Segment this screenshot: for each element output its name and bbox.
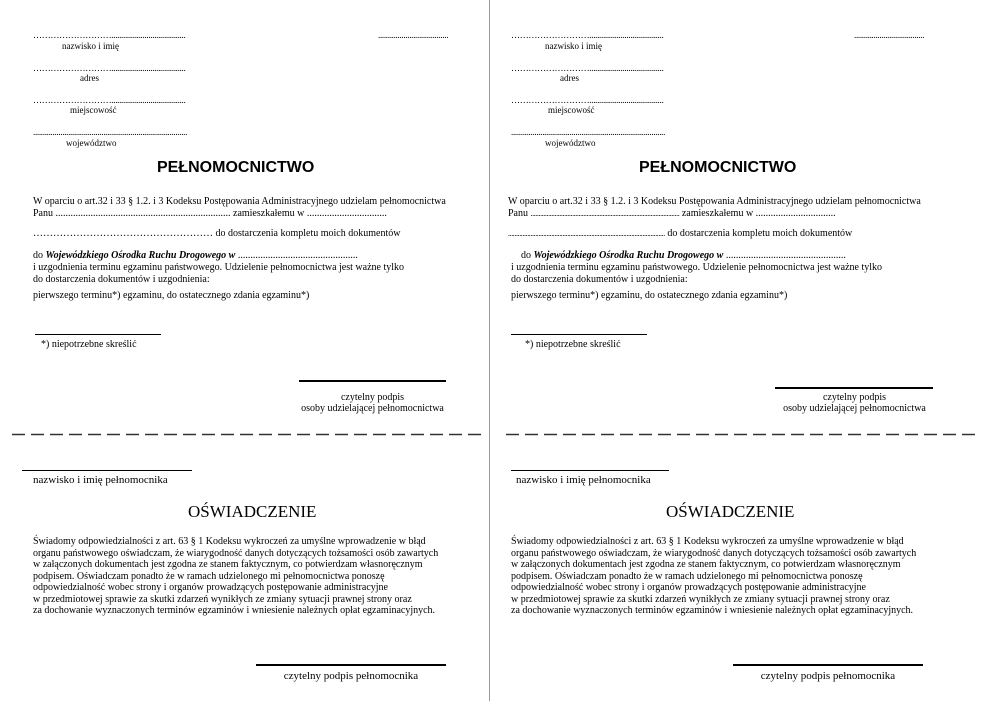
wod-prefix: do <box>521 250 531 261</box>
statement-line: za dochowanie wyznaczonych terminów egzaminów i wniesienie należnych opłat egzaminacyjnych. <box>33 605 436 616</box>
signature-label-2: osoby udzielającej pełnomocnictwa <box>301 403 444 414</box>
poa-term-line: pierwszego terminu*) egzaminu, do ostatecznego zdania egzaminu*) <box>33 290 310 301</box>
address-dots: ………………………...................................... <box>511 63 664 73</box>
footnote: *) niepotrzebne skreślić <box>525 339 621 350</box>
vertical-divider <box>489 0 490 701</box>
footnote-rule <box>35 334 161 335</box>
poa-panu-line <box>508 208 836 220</box>
panu-label: Panu <box>508 208 528 219</box>
signature-label-1: czytelny podpis <box>340 392 405 403</box>
delivery-text: do dostarczenia kompletu moich dokumentów <box>667 228 853 239</box>
delivery-dots: ……………………………………………… <box>33 228 213 239</box>
poa-panu-line <box>33 208 387 220</box>
poa-wod-line <box>521 250 846 262</box>
city-label: miejscowość <box>70 105 117 115</box>
address-dots: ………………………...................................... <box>33 63 186 73</box>
attorney-signature-label: czytelny podpis pełnomocnika <box>760 670 896 682</box>
statement-line: Świadomy odpowiedzialności z art. 63 § 1 Kodeksu wykroczeń za umyślne wprowadzenie w błąd <box>33 536 426 547</box>
statement-line: w załączonych dokumentach jest zgodna ze stanem faktycznym, co potwierdzam własnoręcznym <box>33 559 423 570</box>
poa-term-line: pierwszego terminu*) egzaminu, do ostatecznego zdania egzaminu*) <box>511 290 788 301</box>
province-label: województwo <box>545 138 596 148</box>
poa-legal-basis: W oparciu o art.32 i 33 § 1.2. i 3 Kodeksu Postępowania Administracyjnego udzielam pełnomocnictwa <box>33 196 446 207</box>
statement-line: organu państwowego oświadczam, że wiarygodność danych dotyczących tożsamości osób zawartych <box>33 547 439 559</box>
wod-name: Wojewódzkiego Ośrodka Ruchu Drogowego w <box>533 250 724 261</box>
cut-line <box>0 433 992 436</box>
statement-line: podpisem. Oświadczam ponadto że w ramach udzielonego mi pełnomocnictwa ponoszę <box>33 570 385 582</box>
wod-name: Wojewódzkiego Ośrodka Ruchu Drogowego w <box>45 250 236 261</box>
form-left <box>0 0 490 701</box>
attorney-rule <box>511 470 669 471</box>
wod-dots: ................................................ <box>725 250 846 261</box>
name-dots: ………………………...................................... <box>511 30 664 40</box>
name-label: nazwisko i imię <box>62 41 119 51</box>
statement-line: w przedmiotowej sprawie za skutki zdarzeń wynikłych ze zmiany sytuacji prawnej strony oraz <box>511 593 890 605</box>
name-label: nazwisko i imię <box>545 41 602 51</box>
city-label: miejscowość <box>548 105 595 115</box>
statement-line: odpowiedzialność wobec strony i organów prowadzących postępowanie administracyjne <box>33 582 388 593</box>
footnote-rule <box>511 334 647 335</box>
statement-line: podpisem. Oświadczam ponadto że w ramach udzielonego mi pełnomocnictwa ponoszę <box>511 570 863 582</box>
wod-prefix: do <box>33 250 43 261</box>
poa-title: PEŁNOMOCNICTWO <box>157 159 315 176</box>
panu-label: Panu <box>33 208 53 219</box>
address-label: adres <box>80 73 99 83</box>
wod-dots: ................................................ <box>237 250 358 261</box>
attorney-rule <box>22 470 192 471</box>
attorney-label: nazwisko i imię pełnomocnika <box>516 474 651 486</box>
residing-label: zamieszkałemu w <box>681 208 754 219</box>
poa-exam-line: i uzgodnienia terminu egzaminu państwowego. Udzielenie pełnomocnictwa jest ważne tylko <box>511 262 882 273</box>
date-dots: .................................... <box>378 30 449 40</box>
province-label: województwo <box>66 138 117 148</box>
attorney-signature-rule <box>733 664 923 666</box>
date-dots: .................................... <box>854 30 925 40</box>
poa-docs-line: do dostarczenia dokumentów i uzgodnienia: <box>33 274 210 285</box>
province-dots: ............................................................................... <box>33 127 188 137</box>
city-dots: ………………………...................................... <box>511 95 664 105</box>
poa-legal-basis: W oparciu o art.32 i 33 § 1.2. i 3 Kodeksu Postępowania Administracyjnego udzielam pełnomocnictwa <box>508 196 921 207</box>
poa-delivery-line <box>33 228 400 240</box>
poa-docs-line: do dostarczenia dokumentów i uzgodnienia: <box>511 274 688 285</box>
signature-label-2: osoby udzielającej pełnomocnictwa <box>783 403 926 414</box>
residing-label: zamieszkałemu w <box>233 208 305 219</box>
footnote: *) niepotrzebne skreślić <box>41 339 137 350</box>
statement-title: OŚWIADCZENIE <box>188 502 317 521</box>
poa-wod-line <box>33 250 358 262</box>
province-dots: ............................................................................... <box>511 127 666 137</box>
attorney-signature-rule <box>256 664 446 666</box>
poa-exam-line: i uzgodnienia terminu egzaminu państwowego. Udzielenie pełnomocnictwa jest ważne tylko <box>33 262 404 273</box>
signature-rule <box>299 380 446 382</box>
residing-dots: ................................ <box>755 208 836 219</box>
panu-dots: ............................................................................................. <box>530 209 680 218</box>
statement-line: w przedmiotowej sprawie za skutki zdarzeń wynikłych ze zmiany sytuacji prawnej strony oraz <box>33 593 412 605</box>
panu-dots: ...................................................................... <box>55 208 231 219</box>
signature-label-1: czytelny podpis <box>822 392 887 403</box>
poa-title: PEŁNOMOCNICTWO <box>639 159 797 176</box>
attorney-label: nazwisko i imię pełnomocnika <box>33 474 168 486</box>
signature-rule <box>775 387 933 389</box>
statement-line: w załączonych dokumentach jest zgodna ze stanem faktycznym, co potwierdzam własnoręcznym <box>511 559 901 570</box>
statement-line: organu państwowego oświadczam, że wiarygodność danych dotyczących tożsamości osób zawartych <box>511 547 917 559</box>
poa-delivery-line <box>508 228 852 240</box>
city-dots: ………………………...................................... <box>33 95 186 105</box>
residing-dots: ................................ <box>306 208 387 219</box>
statement-line: za dochowanie wyznaczonych terminów egzaminów i wniesienie należnych opłat egzaminacyjnych. <box>511 605 914 616</box>
delivery-dots: .................................................................................................. <box>508 229 665 238</box>
attorney-signature-label: czytelny podpis pełnomocnika <box>283 670 419 682</box>
form-right <box>497 0 987 701</box>
name-dots: ………………………...................................... <box>33 30 186 40</box>
statement-line: Świadomy odpowiedzialności z art. 63 § 1 Kodeksu wykroczeń za umyślne wprowadzenie w błąd <box>511 536 904 547</box>
statement-line: odpowiedzialność wobec strony i organów prowadzących postępowanie administracyjne <box>511 582 866 593</box>
delivery-text: do dostarczenia kompletu moich dokumentów <box>215 228 401 239</box>
statement-title: OŚWIADCZENIE <box>666 502 795 521</box>
address-label: adres <box>560 73 579 83</box>
